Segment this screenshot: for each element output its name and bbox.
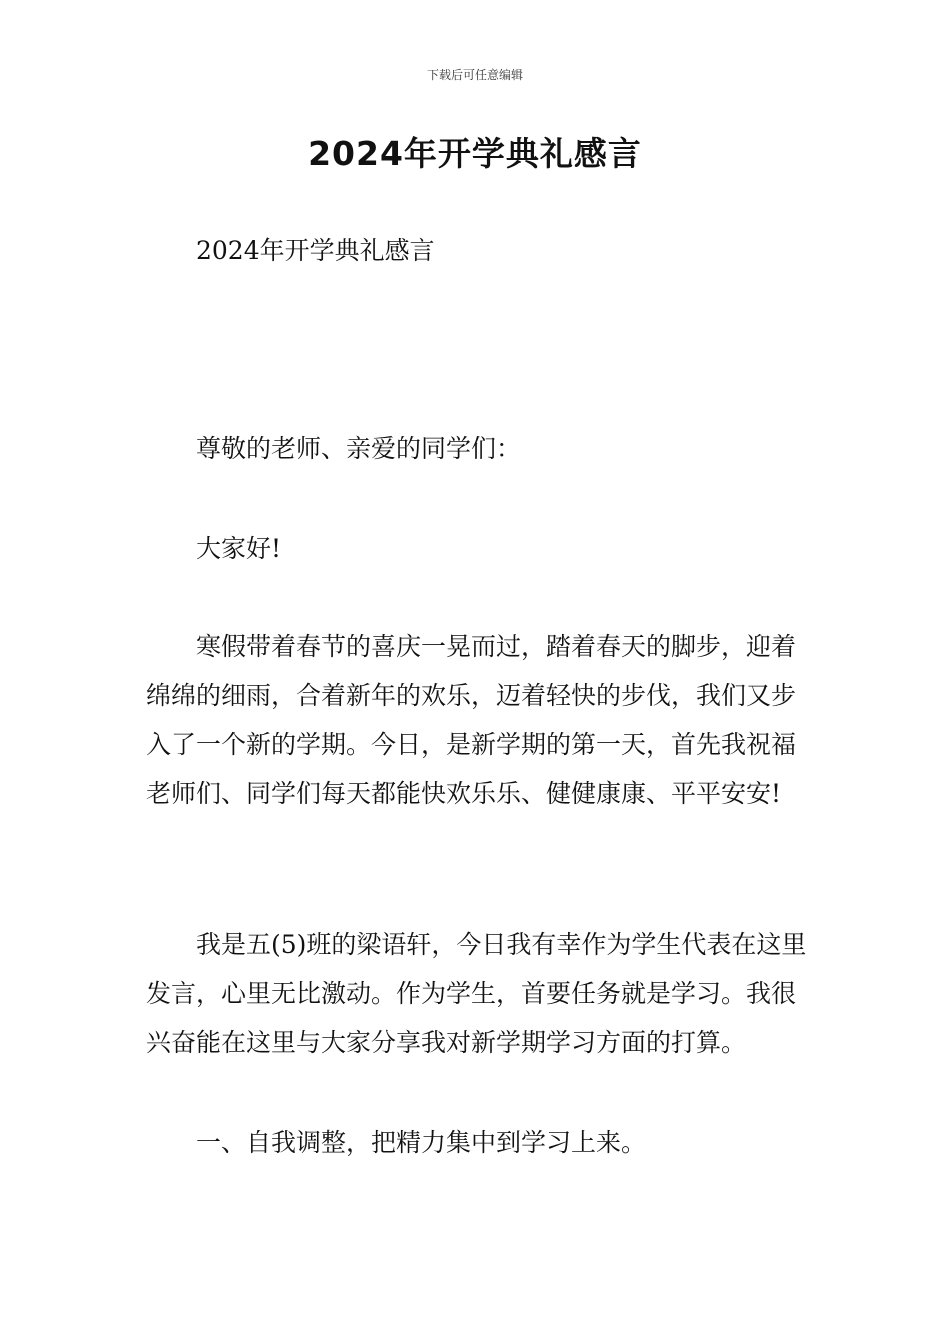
header-note: 下载后可任意编辑: [426, 68, 523, 82]
subtitle-paragraph: 2024年开学典礼感言: [196, 236, 435, 265]
body-paragraph-1: 寒假带着春节的喜庆一晃而过，踏着春天的脚步，迎着绵绵的细雨，合着新年的欢乐，迈着轻快的步伐，我们又步入了一个新的学期。今日，是新学期的第一天，首先我祝福老师们、同学们每天都能快欢乐乐、健健康康、平平安安!: [146, 632, 797, 808]
greeting-paragraph: 尊敬的老师、亲爱的同学们：: [196, 434, 522, 463]
hello-paragraph: 大家好!: [196, 534, 282, 563]
point-heading-1: 一、自我调整，把精力集中到学习上来。: [196, 1128, 647, 1157]
body-paragraph-2: 我是五(5)班的梁语轩，今日我有幸作为学生代表在这里发言，心里无比激动。作为学生，首要任务就是学习。我很兴奋能在这里与大家分享我对新学期学习方面的打算。: [146, 930, 807, 1057]
document-title: 2024年开学典礼感言: [308, 134, 642, 173]
